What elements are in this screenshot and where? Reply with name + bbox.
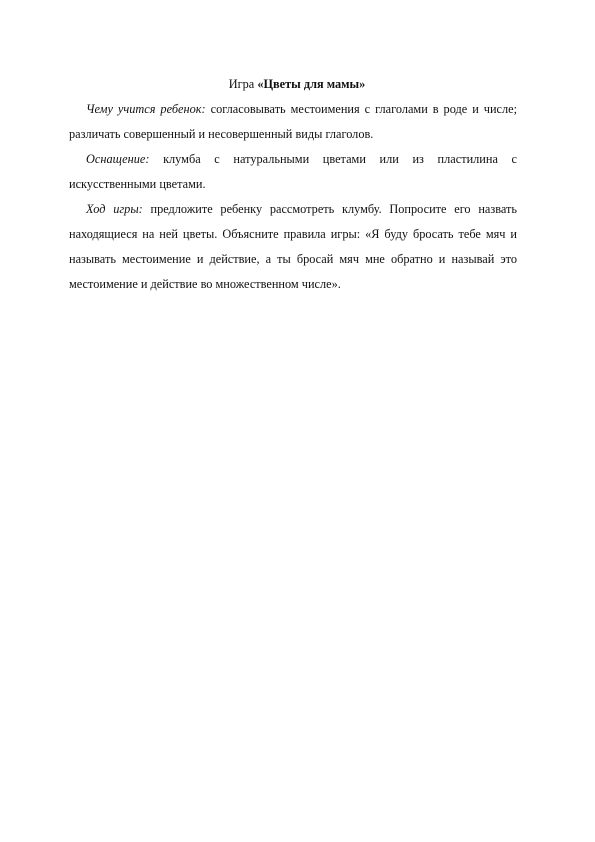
paragraph-equipment — [69, 147, 517, 197]
document-body — [69, 72, 517, 297]
paragraph-text: согласовывать местоимения с глаголами в роде и числе; различать совершенный и несовершенный виды глаголов. — [69, 102, 517, 141]
paragraph-label: Ход игры: — [86, 202, 143, 216]
document-title — [69, 72, 517, 97]
paragraph-label: Оснащение: — [86, 152, 150, 166]
title-game-name: «Цветы для мамы» — [257, 77, 366, 91]
title-prefix: Игра — [228, 77, 258, 91]
paragraph-game-procedure — [69, 197, 517, 297]
paragraph-text: клумба с натуральными цветами или из пластилина с искусственными цветами. — [69, 152, 517, 191]
paragraph-text: предложите ребенку рассмотреть клумбу. Попросите его назвать находящиеся на ней цветы. Объясните правила игры: «Я буду бросать тебе мяч и называть местоимение и действие, а ты бросай мяч мне обратно и называй это местоимение и действие во множественном числе». — [69, 202, 517, 291]
paragraph-label: Чему учится ребенок: — [86, 102, 206, 116]
paragraph-learning-goal — [69, 97, 517, 147]
